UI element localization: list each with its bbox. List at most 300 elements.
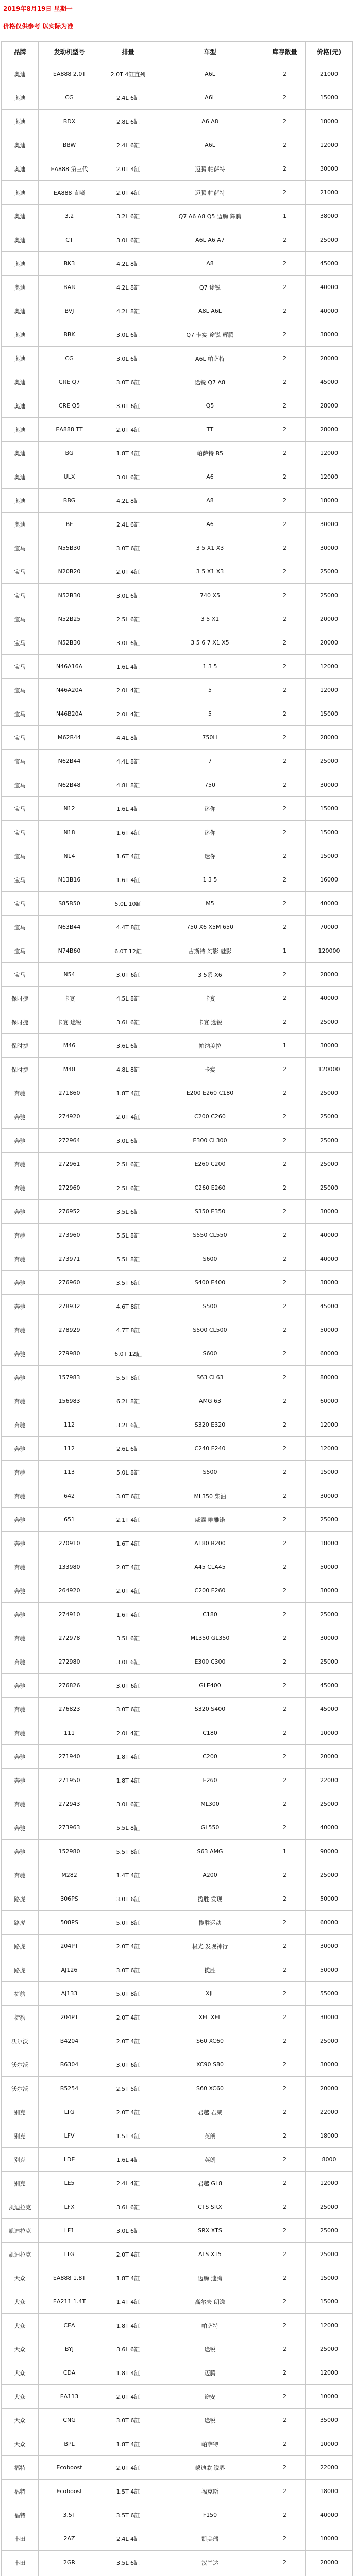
price-cell: 21000 <box>306 62 353 86</box>
engine-cell: S85B50 <box>39 892 100 916</box>
table-row <box>2 252 353 276</box>
quantity-cell: 2 <box>264 1863 306 1887</box>
models-cell: 威霆 唯雅诺 <box>156 1508 264 1532</box>
brand-cell: 别克 <box>2 2172 39 2195</box>
table-row <box>2 299 353 323</box>
price-cell: 25000 <box>306 2219 353 2243</box>
price-cell: 40000 <box>306 1224 353 1247</box>
engine-cell: EA113 <box>39 2385 100 2409</box>
quantity-cell: 2 <box>264 1958 306 1982</box>
models-cell: 1 3 5 <box>156 868 264 892</box>
quantity-cell: 2 <box>264 2290 306 2314</box>
models-cell: 5 <box>156 702 264 726</box>
brand-cell: 奔驰 <box>2 1792 39 1816</box>
displacement-cell: 3.5L 6缸 <box>100 1626 156 1650</box>
models-cell: C180 <box>156 1721 264 1745</box>
table-row <box>2 1413 353 1437</box>
price-cell: 40000 <box>306 892 353 916</box>
models-cell: 3 5 X1 X3 <box>156 560 264 584</box>
engine-cell: 273960 <box>39 1224 100 1247</box>
displacement-cell: 3.0L 6缸 <box>100 584 156 607</box>
quantity-cell: 2 <box>264 1603 306 1626</box>
table-row <box>2 2266 353 2290</box>
models-cell: 帕纳美拉 <box>156 1034 264 1058</box>
models-cell: S500 CL500 <box>156 1318 264 1342</box>
price-cell: 80000 <box>306 1366 353 1389</box>
models-cell: A45 CLA45 <box>156 1555 264 1579</box>
models-cell: 凯美瑞 <box>156 2527 264 2551</box>
engine-cell: N52B25 <box>39 607 100 631</box>
quantity-cell: 2 <box>264 1010 306 1034</box>
models-cell: A6L <box>156 86 264 110</box>
displacement-cell: 3.6L 6缸 <box>100 2337 156 2361</box>
displacement-cell: 3.0T 6缸 <box>100 1674 156 1698</box>
models-cell: 途锐 <box>156 2409 264 2432</box>
table-row <box>2 1224 353 1247</box>
brand-cell: 奔驰 <box>2 1437 39 1461</box>
engine-cell: BYJ <box>39 2337 100 2361</box>
brand-cell: 宝马 <box>2 702 39 726</box>
brand-cell: 福特 <box>2 2503 39 2527</box>
quantity-cell: 2 <box>264 2172 306 2195</box>
quantity-cell: 2 <box>264 631 306 655</box>
quantity-cell: 2 <box>264 1887 306 1911</box>
displacement-cell: 3.5T 6缸 <box>100 2503 156 2527</box>
table-row <box>2 1058 353 1081</box>
brand-cell: 奥迪 <box>2 513 39 536</box>
quantity-cell: 2 <box>264 1413 306 1437</box>
brand-cell: 路虎 <box>2 1958 39 1982</box>
engine-cell: Ecoboost <box>39 2480 100 2503</box>
engine-cell: 276960 <box>39 1271 100 1295</box>
price-cell: 12000 <box>306 655 353 679</box>
table-row <box>2 1295 353 1318</box>
price-cell: 25000 <box>306 2243 353 2266</box>
table-row <box>2 1555 353 1579</box>
table-row <box>2 1200 353 1224</box>
displacement-cell: 2.0T 4缸 <box>100 2385 156 2409</box>
displacement-cell: 3.0T 6缸 <box>100 2053 156 2077</box>
table-row <box>2 2148 353 2172</box>
table-row <box>2 702 353 726</box>
displacement-cell: 1.8T 4缸 <box>100 1081 156 1105</box>
models-cell: Q7 A6 A8 Q5 迈腾 辉腾 <box>156 205 264 228</box>
price-cell: 55000 <box>306 1982 353 2006</box>
brand-cell: 奥迪 <box>2 276 39 299</box>
models-cell: Q7 卡宴 途锐 辉腾 <box>156 323 264 347</box>
price-cell: 120000 <box>306 1058 353 1081</box>
displacement-cell: 3.6L 6缸 <box>100 1010 156 1034</box>
displacement-cell: 4.2L 8缸 <box>100 276 156 299</box>
displacement-cell: 4.2L 8缸 <box>100 252 156 276</box>
price-cell: 30000 <box>306 2006 353 2029</box>
displacement-cell: 4.4T 8缸 <box>100 916 156 939</box>
quantity-cell: 2 <box>264 1816 306 1840</box>
table-row <box>2 797 353 821</box>
brand-cell: 奔驰 <box>2 1271 39 1295</box>
engine-cell: 204PT <box>39 1935 100 1958</box>
engine-cell: 278932 <box>39 1295 100 1318</box>
price-cell: 38000 <box>306 1271 353 1295</box>
models-cell: 途锐 <box>156 2337 264 2361</box>
table-row <box>2 2456 353 2480</box>
displacement-cell: 1.5T 4缸 <box>100 2124 156 2148</box>
models-cell: 揽胜运动 <box>156 1911 264 1935</box>
price-cell: 40000 <box>306 987 353 1010</box>
brand-cell: 奥迪 <box>2 489 39 513</box>
price-cell: 20000 <box>306 2551 353 2574</box>
displacement-cell: 2.0T 4缸 <box>100 1555 156 1579</box>
price-cell: 25000 <box>306 228 353 252</box>
brand-cell: 宝马 <box>2 821 39 844</box>
price-cell: 25000 <box>306 2337 353 2361</box>
quantity-cell: 2 <box>264 1295 306 1318</box>
table-row <box>2 726 353 750</box>
price-cell: 30000 <box>306 773 353 797</box>
models-cell: 揽胜 发现 <box>156 1887 264 1911</box>
models-cell: 英朗 <box>156 2148 264 2172</box>
table-row <box>2 1674 353 1698</box>
table-row <box>2 1958 353 1982</box>
table-row <box>2 868 353 892</box>
engine-cell: CG <box>39 86 100 110</box>
models-cell: S320 S400 <box>156 1698 264 1721</box>
brand-cell: 奔驰 <box>2 1461 39 1484</box>
engine-cell: N13B16 <box>39 868 100 892</box>
price-cell: 18000 <box>306 110 353 133</box>
models-cell: E260 <box>156 1769 264 1792</box>
displacement-cell: 2.0T 4缸 <box>100 1935 156 1958</box>
brand-cell: 奥迪 <box>2 394 39 418</box>
engine-cell: M282 <box>39 1863 100 1887</box>
models-cell: 5 <box>156 679 264 702</box>
quantity-cell: 2 <box>264 2480 306 2503</box>
quantity-cell: 2 <box>264 2243 306 2266</box>
table-row <box>2 1698 353 1721</box>
price-cell: 60000 <box>306 1389 353 1413</box>
models-cell: S320 E320 <box>156 1413 264 1437</box>
brand-cell: 奔驰 <box>2 1863 39 1887</box>
displacement-cell: 1.5T 4缸 <box>100 2480 156 2503</box>
displacement-cell: 1.4T 4缸 <box>100 2290 156 2314</box>
table-header-row <box>2 42 353 62</box>
table-row <box>2 560 353 584</box>
table-row <box>2 844 353 868</box>
models-cell: 英朗 <box>156 2124 264 2148</box>
price-cell: 25000 <box>306 1105 353 1129</box>
price-cell: 12000 <box>306 133 353 157</box>
quantity-cell: 2 <box>264 181 306 205</box>
brand-cell: 大众 <box>2 2314 39 2337</box>
quantity-cell: 2 <box>264 1982 306 2006</box>
brand-cell: 奥迪 <box>2 110 39 133</box>
price-cell: 28000 <box>306 418 353 442</box>
quantity-cell: 2 <box>264 2100 306 2124</box>
displacement-cell: 5.0L 8缸 <box>100 1461 156 1484</box>
price-cell: 18000 <box>306 1532 353 1555</box>
price-cell: 25000 <box>306 1792 353 1816</box>
table-row <box>2 1911 353 1935</box>
brand-cell: 奔驰 <box>2 1342 39 1366</box>
price-cell: 30000 <box>306 1484 353 1508</box>
quantity-cell: 2 <box>264 1650 306 1674</box>
engine-cell: 112 <box>39 1413 100 1437</box>
brand-cell: 奔驰 <box>2 1532 39 1555</box>
displacement-cell: 1.8T 4缸 <box>100 2432 156 2456</box>
brand-cell: 奔驰 <box>2 1413 39 1437</box>
brand-cell: 宝马 <box>2 963 39 987</box>
quantity-cell: 2 <box>264 892 306 916</box>
brand-cell: 奔驰 <box>2 1295 39 1318</box>
quantity-cell: 2 <box>264 347 306 370</box>
models-cell: ML350 GL350 <box>156 1626 264 1650</box>
table-row <box>2 536 353 560</box>
table-row <box>2 1318 353 1342</box>
brand-cell: 奔驰 <box>2 1626 39 1650</box>
price-cell: 25000 <box>306 750 353 773</box>
models-cell: A8 <box>156 489 264 513</box>
displacement-cell: 3.0L 6缸 <box>100 631 156 655</box>
brand-cell: 宝马 <box>2 773 39 797</box>
brand-cell: 宝马 <box>2 536 39 560</box>
displacement-cell: 2.0T 4缸 <box>100 157 156 181</box>
table-row <box>2 2029 353 2053</box>
quantity-cell: 2 <box>264 607 306 631</box>
quantity-cell: 2 <box>264 1555 306 1579</box>
displacement-cell: 3.0T 6缸 <box>100 536 156 560</box>
quantity-cell: 2 <box>264 987 306 1010</box>
quantity-cell: 2 <box>264 1461 306 1484</box>
quantity-cell: 2 <box>264 2053 306 2077</box>
engine-cell: 274920 <box>39 1105 100 1129</box>
models-cell: 3 5 X1 <box>156 607 264 631</box>
brand-cell: 奥迪 <box>2 370 39 394</box>
table-row <box>2 1176 353 1200</box>
displacement-cell: 1.6T 4缸 <box>100 1532 156 1555</box>
table-row <box>2 2290 353 2314</box>
brand-cell: 奔驰 <box>2 1650 39 1674</box>
models-cell: 蒙迪欧 锐界 <box>156 2456 264 2480</box>
models-cell: ML350 柴油 <box>156 1484 264 1508</box>
brand-cell: 奔驰 <box>2 1224 39 1247</box>
displacement-cell: 1.8T 4缸 <box>100 442 156 465</box>
quantity-cell: 2 <box>264 1911 306 1935</box>
quantity-cell: 2 <box>264 513 306 536</box>
price-cell: 30000 <box>306 1935 353 1958</box>
price-cell: 38000 <box>306 323 353 347</box>
models-cell: C240 E240 <box>156 1437 264 1461</box>
displacement-cell: 4.2L 8缸 <box>100 489 156 513</box>
table-row <box>2 2361 353 2385</box>
engine-cell: B6304 <box>39 2053 100 2077</box>
brand-cell: 凯迪拉克 <box>2 2195 39 2219</box>
models-cell: S500 <box>156 1295 264 1318</box>
brand-cell: 福特 <box>2 2480 39 2503</box>
models-cell: A6 <box>156 513 264 536</box>
models-cell: A6L <box>156 62 264 86</box>
brand-cell: 奥迪 <box>2 157 39 181</box>
table-row <box>2 62 353 86</box>
engine-cell: LF1 <box>39 2219 100 2243</box>
quantity-cell: 2 <box>264 1698 306 1721</box>
table-row <box>2 773 353 797</box>
table-row <box>2 1887 353 1911</box>
brand-cell: 路虎 <box>2 1887 39 1911</box>
table-row <box>2 1389 353 1413</box>
price-cell: 35000 <box>306 2409 353 2432</box>
engine-cell: LTG <box>39 2100 100 2124</box>
column-header-engine: 发动机型号 <box>39 42 100 62</box>
engine-cell: 279980 <box>39 1342 100 1366</box>
price-cell: 25000 <box>306 1129 353 1153</box>
displacement-cell: 2.8L 6缸 <box>100 110 156 133</box>
table-row <box>2 276 353 299</box>
quantity-cell: 2 <box>264 1176 306 1200</box>
models-cell: 君越 君威 <box>156 2100 264 2124</box>
models-cell: A6 A8 <box>156 110 264 133</box>
table-row <box>2 1745 353 1769</box>
displacement-cell: 2.0T 4缸直列 <box>100 62 156 86</box>
models-cell: F150 <box>156 2503 264 2527</box>
table-row <box>2 2527 353 2551</box>
price-cell: 28000 <box>306 394 353 418</box>
table-row <box>2 2503 353 2527</box>
displacement-cell: 4.5L 8缸 <box>100 987 156 1010</box>
displacement-cell: 1.8T 4缸 <box>100 1745 156 1769</box>
models-cell: CTS SRX <box>156 2195 264 2219</box>
price-cell: 45000 <box>306 1674 353 1698</box>
table-row <box>2 2124 353 2148</box>
quantity-cell: 2 <box>264 299 306 323</box>
models-cell: A180 B200 <box>156 1532 264 1555</box>
brand-cell: 保时捷 <box>2 987 39 1010</box>
table-row <box>2 631 353 655</box>
notice-line: 价格仅供参考 以实际为准 <box>3 23 74 30</box>
displacement-cell: 3.0L 6缸 <box>100 347 156 370</box>
table-row <box>2 2314 353 2337</box>
price-table <box>1 41 353 2576</box>
models-cell: 途安 <box>156 2385 264 2409</box>
quantity-cell: 2 <box>264 1224 306 1247</box>
brand-cell: 奔驰 <box>2 1769 39 1792</box>
models-cell: S350 E350 <box>156 1200 264 1224</box>
models-cell: A6L <box>156 133 264 157</box>
engine-cell: N54 <box>39 963 100 987</box>
displacement-cell: 3.0T 6缸 <box>100 370 156 394</box>
quantity-cell: 2 <box>264 1579 306 1603</box>
engine-cell: 274910 <box>39 1603 100 1626</box>
engine-cell: N46A20A <box>39 679 100 702</box>
price-cell: 12000 <box>306 2314 353 2337</box>
quantity-cell: 2 <box>264 418 306 442</box>
engine-cell: 272980 <box>39 1650 100 1674</box>
quantity-cell: 2 <box>264 821 306 844</box>
displacement-cell: 5.5T 8缸 <box>100 1840 156 1863</box>
quantity-cell: 2 <box>264 1389 306 1413</box>
displacement-cell: 5.0L 10缸 <box>100 892 156 916</box>
displacement-cell: 2.0T 4缸 <box>100 2456 156 2480</box>
table-row <box>2 1626 353 1650</box>
displacement-cell: 1.8T 4缸 <box>100 1769 156 1792</box>
displacement-cell: 3.0T 6缸 <box>100 2409 156 2432</box>
displacement-cell: 2.0T 4缸 <box>100 181 156 205</box>
brand-cell: 别克 <box>2 2148 39 2172</box>
quantity-cell: 2 <box>264 1792 306 1816</box>
table-row <box>2 2006 353 2029</box>
displacement-cell: 3.0T 6缸 <box>100 1698 156 1721</box>
table-row <box>2 2337 353 2361</box>
displacement-cell: 2.0T 4缸 <box>100 560 156 584</box>
price-cell: 8000 <box>306 2148 353 2172</box>
quantity-cell: 2 <box>264 133 306 157</box>
brand-cell: 凯迪拉克 <box>2 2243 39 2266</box>
engine-cell: 272943 <box>39 1792 100 1816</box>
engine-cell: M46 <box>39 1034 100 1058</box>
table-row <box>2 679 353 702</box>
brand-cell: 福特 <box>2 2456 39 2480</box>
price-cell: 40000 <box>306 1247 353 1271</box>
displacement-cell: 3.0L 6缸 <box>100 1650 156 1674</box>
table-row <box>2 1579 353 1603</box>
table-row <box>2 892 353 916</box>
engine-cell: LFV <box>39 2124 100 2148</box>
displacement-cell: 1.6T 4缸 <box>100 1603 156 1626</box>
brand-cell: 奔驰 <box>2 1698 39 1721</box>
price-cell: 45000 <box>306 252 353 276</box>
models-cell: A200 <box>156 1863 264 1887</box>
engine-cell: M62B44 <box>39 726 100 750</box>
brand-cell: 奔驰 <box>2 1247 39 1271</box>
quantity-cell: 2 <box>264 157 306 181</box>
price-cell: 25000 <box>306 1603 353 1626</box>
models-cell: A6L A6 A7 <box>156 228 264 252</box>
displacement-cell: 2.1T 4缸 <box>100 1508 156 1532</box>
engine-cell: M48 <box>39 1058 100 1081</box>
models-cell: S63 AMG <box>156 1840 264 1863</box>
models-cell: A6 <box>156 465 264 489</box>
models-cell: XJL <box>156 1982 264 2006</box>
models-cell: 迈腾 速腾 <box>156 2266 264 2290</box>
displacement-cell: 3.0L 6缸 <box>100 1792 156 1816</box>
displacement-cell: 2.6L 6缸 <box>100 1437 156 1461</box>
table-row <box>2 607 353 631</box>
brand-cell: 奥迪 <box>2 323 39 347</box>
table-row <box>2 157 353 181</box>
table-row <box>2 963 353 987</box>
table-row <box>2 513 353 536</box>
quantity-cell: 2 <box>264 1366 306 1389</box>
price-cell: 12000 <box>306 1437 353 1461</box>
quantity-cell: 2 <box>264 773 306 797</box>
models-cell: SRX XTS <box>156 2219 264 2243</box>
column-header-quantity: 库存数量 <box>264 42 306 62</box>
price-cell: 20000 <box>306 631 353 655</box>
brand-cell: 奥迪 <box>2 133 39 157</box>
displacement-cell: 3.0T 6缸 <box>100 394 156 418</box>
displacement-cell: 1.8T 4缸 <box>100 2361 156 2385</box>
displacement-cell: 1.8T 4缸 <box>100 2314 156 2337</box>
engine-cell: EA211 1.4T <box>39 2290 100 2314</box>
table-row <box>2 939 353 963</box>
table-row <box>2 2243 353 2266</box>
price-cell: 15000 <box>306 2290 353 2314</box>
quantity-cell: 2 <box>264 110 306 133</box>
brand-cell: 奥迪 <box>2 299 39 323</box>
quantity-cell: 2 <box>264 2503 306 2527</box>
quantity-cell: 2 <box>264 1626 306 1650</box>
models-cell: 帕萨特 <box>156 2314 264 2337</box>
price-cell: 25000 <box>306 1176 353 1200</box>
